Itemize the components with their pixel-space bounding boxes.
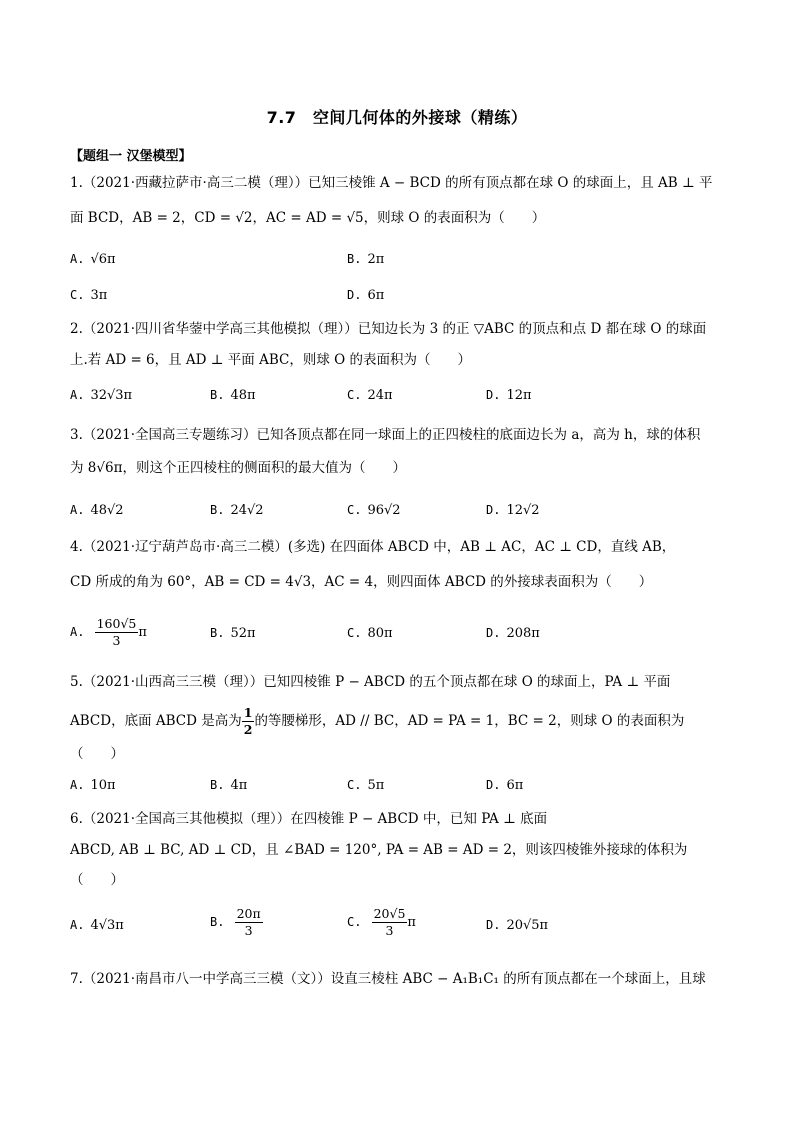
- option-d[interactable]: D. 12π: [486, 388, 532, 403]
- option-b[interactable]: B. 4π: [210, 778, 248, 793]
- question-5-line-3: （ ）: [70, 746, 124, 762]
- question-2-line-1: 2.（2021·四川省华蓥中学高三其他模拟（理））已知边长为 3 的正 ▽ABC 的顶点和点 D 都在球 O 的球面: [70, 321, 707, 337]
- option-a[interactable]: A. 4√3π: [70, 918, 124, 933]
- question-1-line-1: 1.（2021·西藏拉萨市·高三二模（理））已知三棱锥 A − BCD 的所有顶点都在球 O 的球面上，且 AB ⊥ 平: [70, 175, 713, 191]
- option-b[interactable]: B. $\frac{20\pi}{3}$: [210, 906, 261, 938]
- option-b-fraction: $\frac{20\pi}{3}$: [236, 906, 261, 938]
- question-3-line-2: 为 8√6π，则这个正四棱柱的侧面积的最大值为（ ）: [70, 460, 406, 476]
- page-title: 7.7 空间几何体的外接球（精练）: [266, 108, 528, 127]
- question-4-line-1: 4.（2021·辽宁葫芦岛市·高三二模）(多选) 在四面体 ABCD 中，AB ⊥ AC，AC ⊥ CD，直线 AB，: [70, 539, 676, 555]
- option-a[interactable]: A. $\frac{160√5}{3}$ π: [70, 616, 147, 648]
- option-a[interactable]: A. 32√3π: [70, 388, 133, 403]
- question-6-line-2: ABCD, AB ⊥ BC, AD ⊥ CD，且 ∠BAD = 120°, PA = AB = AD = 2，则该四棱锥外接球的体积为: [70, 842, 688, 858]
- question-5-line-1: 5.（2021·山西高三三模（理））已知四棱锥 P − ABCD 的五个顶点都在球 O 的球面上，PA ⊥ 平面: [70, 674, 671, 690]
- half-fraction: $\frac{1}{2}$: [243, 705, 253, 737]
- option-c[interactable]: C. $\frac{20√5}{3}$ π: [347, 906, 416, 938]
- option-b[interactable]: B. 52π: [210, 626, 256, 641]
- option-b[interactable]: B. 2π: [347, 252, 385, 267]
- group-heading: 【题组一 汉堡模型】: [70, 149, 192, 164]
- option-d[interactable]: D. 208π: [486, 626, 540, 641]
- question-2-line-2: 上.若 AD = 6，且 AD ⊥ 平面 ABC，则球 O 的表面积为（ ）: [70, 352, 471, 368]
- question-4-line-2: CD 所成的角为 60°，AB = CD = 4√3，AC = 4，则四面体 ABCD 的外接球表面积为（ ）: [70, 574, 653, 590]
- option-c-fraction: $\frac{20√5}{3}$: [373, 906, 406, 938]
- question-3-line-1: 3.（2021·全国高三专题练习）已知各顶点都在同一球面上的正四棱柱的底面边长为 a，高为 h，球的体积: [70, 427, 701, 443]
- question-6-line-3: （ ）: [70, 872, 124, 888]
- option-c[interactable]: C. 96√2: [347, 503, 401, 518]
- option-d[interactable]: D. 12√2: [486, 503, 540, 518]
- option-c[interactable]: C. 80π: [347, 626, 393, 641]
- option-c[interactable]: C. 5π: [347, 778, 385, 793]
- option-a[interactable]: A. 10π: [70, 778, 116, 793]
- question-1-line-2: 面 BCD，AB = 2，CD = √2，AC = AD = √5，则球 O 的表面积为（ ）: [70, 210, 546, 226]
- option-a-fraction: $\frac{160√5}{3}$: [96, 616, 137, 648]
- option-c[interactable]: C. 24π: [347, 388, 393, 403]
- option-a[interactable]: A. 48√2: [70, 503, 124, 518]
- question-5-line-2: ABCD，底面 ABCD 是高为 $\frac{1}{2}$ 的等腰梯形，AD // BC，AD = PA = 1，BC = 2，则球 O 的表面积为: [70, 705, 685, 737]
- question-7-line-1: 7.（2021·南昌市八一中学高三三模（文））设直三棱柱 ABC − A₁B₁C₁ 的所有顶点都在一个球面上，且球: [70, 971, 706, 987]
- option-c[interactable]: C. 3π: [70, 288, 108, 303]
- option-d[interactable]: D. 6π: [347, 288, 385, 303]
- question-6-line-1: 6.（2021·全国高三其他模拟（理））在四棱锥 P − ABCD 中，已知 PA ⊥ 底面: [70, 811, 548, 827]
- option-a[interactable]: A. √6π: [70, 252, 116, 267]
- option-b[interactable]: B. 48π: [210, 388, 256, 403]
- option-d[interactable]: D. 20√5π: [486, 918, 549, 933]
- option-d[interactable]: D. 6π: [486, 778, 524, 793]
- option-b[interactable]: B. 24√2: [210, 503, 264, 518]
